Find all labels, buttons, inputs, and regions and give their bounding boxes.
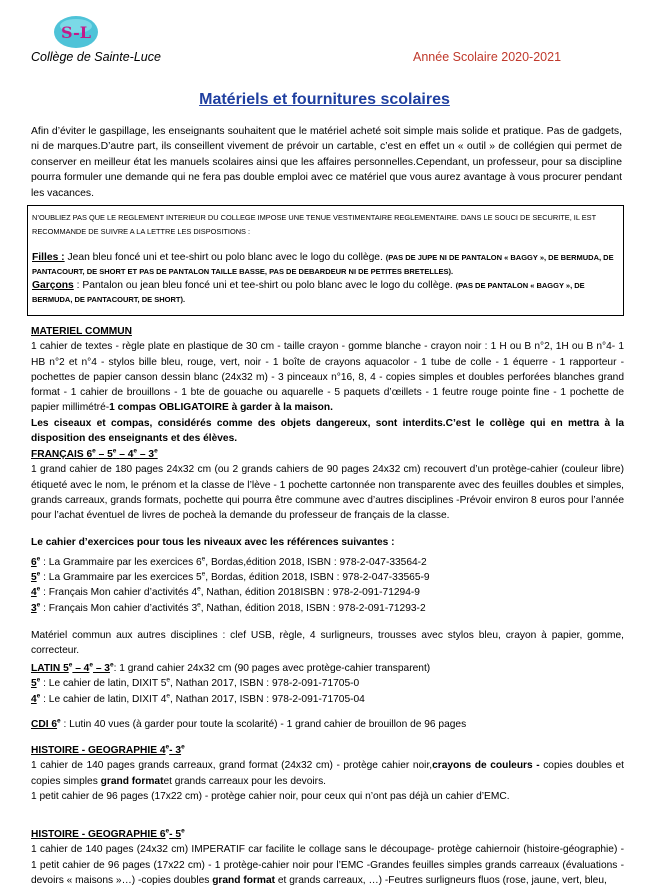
hg43-devoirs: et grands carreaux pour les devoirs.	[163, 775, 327, 787]
boys-note: (PAS DE PANTALON « BAGGY », DE BERMUDA, DE PANTACOURT, DE SHORT).	[32, 281, 585, 304]
ref-rest: , Nathan 2017, ISBN : 978-2-091-71705-0	[170, 678, 360, 690]
ref-rest: , Nathan, édition 2018, ISBN : 978-2-091-71293-2	[200, 602, 426, 614]
latin-heading-3: – 3	[92, 663, 110, 674]
latin-heading-4: – 4	[72, 663, 90, 674]
francais-heading-5: – 5	[98, 449, 113, 460]
hg65-heading-text: HISTOIRE - GEOGRAPHIE 6	[31, 829, 166, 840]
sup: e	[109, 661, 114, 669]
workbook-ref-3	[31, 601, 624, 616]
level: 5	[31, 678, 37, 690]
section-materiel-commun	[31, 324, 624, 446]
sup: e	[68, 661, 73, 669]
francais-heading-text: FRANÇAIS 6	[31, 449, 93, 460]
commun-heading: MATERIEL COMMUN	[31, 326, 132, 337]
hg43-heading-end: - 3	[169, 745, 182, 756]
ref-rest: , Nathan 2017, ISBN : 978-2-091-71705-04	[170, 693, 365, 705]
school-year: Année Scolaire 2020-2021	[413, 50, 562, 64]
section-hg-6-5	[31, 827, 624, 888]
logo-text: S-L	[60, 23, 92, 42]
hg43-heading-text: HISTOIRE - GEOGRAPHIE 4	[31, 745, 166, 756]
ref-text: : La Grammaire par les exercices 6	[40, 556, 202, 568]
commun-compas: 1 compas OBLIGATOIRE à garder à la maison.	[109, 402, 333, 414]
section-hg-4-3	[31, 743, 624, 804]
sup: e	[89, 661, 93, 669]
cdi-line	[31, 717, 624, 732]
school-name: Collège de Sainte-Luce	[31, 50, 161, 64]
dress-code-box	[27, 205, 624, 316]
girls-label: Filles :	[32, 252, 65, 263]
hg65-text	[31, 842, 624, 888]
sup: e	[112, 447, 117, 455]
sup: e	[36, 570, 41, 578]
commun-warning: Les ciseaux et compas, considérés comme des objets dangereux, sont interdits.C’est le collège qui en mettra à la disposition des enseignants et des élèves.	[31, 417, 624, 445]
hg43-crayons: crayons de couleurs -	[432, 760, 540, 772]
school-logo	[53, 13, 99, 51]
ref-text: : La Grammaire par les exercices 5	[40, 572, 202, 584]
workbook-ref-4	[31, 585, 624, 600]
boys-text: : Pantalon ou jean bleu foncé uni et tee-shirt ou polo blanc avec le logo du collège.	[73, 280, 456, 291]
sup: e	[165, 743, 170, 751]
hg43-text	[31, 758, 624, 789]
girls-text: Jean bleu foncé uni et tee-shirt ou polo blanc avec le logo du collège.	[64, 252, 386, 263]
hg43-text1: 1 cahier de 140 pages grands carreaux, grand format (24x32 cm) - protège cahier noir,	[31, 760, 433, 772]
hg65-text-end: et grands carreaux, …) -Feutres surligneurs fluos (rose, jaune, vert, bleu,	[275, 874, 607, 886]
hg43-heading	[31, 743, 624, 758]
sup: e	[165, 827, 170, 835]
sup: e	[36, 601, 41, 609]
page-title: Matériels et fournitures scolaires	[199, 91, 450, 108]
dress-code-girls	[32, 251, 619, 279]
ref-rest: , Bordas,édition 2018, ISBN : 978-2-047-33564-2	[205, 556, 427, 568]
dress-code-notice: N’OUBLIEZ PAS QUE LE REGLEMENT INTERIEUR DU COLLEGE IMPOSE UNE TENUE VESTIMENTAIRE REGLEMENTAIRE. DANS LE SOUCI DE SECURITE, IL EST RECOMMANDE DE SUIVRE A LA LETTRE LES DISPOSITIONS :	[32, 213, 596, 236]
cdi-heading: CDI 6	[31, 719, 58, 730]
workbook-heading: Le cahier d’exercices pour tous les niveaux avec les références suivantes :	[31, 537, 395, 549]
francais-heading-4: – 4	[119, 449, 134, 460]
dress-code-boys	[32, 279, 619, 307]
ref-text: : Le cahier de latin, DIXIT 4	[40, 693, 167, 705]
sup: e	[36, 692, 41, 700]
ref-text: : Le cahier de latin, DIXIT 5	[40, 678, 167, 690]
level: 4	[31, 693, 37, 705]
francais-heading-3: – 3	[139, 449, 155, 460]
francais-text: 1 grand cahier de 180 pages 24x32 cm (ou 2 grands cahiers de 90 pages 24x32 cm) recouvert d’un protège-cahier (couleur libre) étiqueté avec le nom, le prénom et la classe de l’lève - 1 pochette cartonnée non transparente avec des feuilles doubles et simples, grands carreaux, grands formats, pochette qui pourra être commune avec d’autres disciplines -Prévoir environ 8 euros pour l’année pour l’achat éventuel de livres de pocheà la demande du professeur de français de la classe.	[31, 464, 624, 522]
latin-heading	[31, 661, 624, 676]
hg65-heading	[31, 827, 624, 842]
level: 5	[31, 572, 37, 584]
level: 6	[31, 556, 37, 568]
latin-ref-4	[31, 692, 624, 707]
ref-rest: , Nathan, édition 2018ISBN : 978-2-091-71294-9	[200, 587, 420, 599]
sup: e	[201, 555, 206, 563]
ref-rest: , Bordas, édition 2018, ISBN : 978-2-047-33565-9	[205, 572, 430, 584]
sup: e	[197, 585, 201, 593]
latin-text: : 1 grand cahier 24x32 cm (90 pages avec protège-cahier transparent)	[113, 663, 431, 674]
girls-note: (PAS DE JUPE NI DE PANTALON « BAGGY », DE BERMUDA, DE PANTACOURT, DE SHORT ET PAS DE PANTALON TAILLE BASSE, PAS DE DEBARDEUR NI DE PETITES BRETELLES).	[32, 253, 614, 276]
level: 4	[31, 587, 37, 599]
sup: e	[181, 743, 185, 751]
workbook-list	[31, 555, 624, 616]
sup: e	[36, 555, 41, 563]
commun-list: 1 cahier de textes - règle plate en plastique de 30 cm - taille crayon - gomme blanche - crayon noir : 1 H ou B n°2, 1H ou B n°4- 1 HB n°2 et n°4 - stylos bille bleu, rouge, vert, noir - 1 boîte de crayons aquacolor - 1 tube de colle - 1 équerre - 1 rapporteur - pochettes de papier canson dessin blanc (24x32 m) - 3 pinceaux n°16, 8, 4 - copies simples et doubles perforées blanches grand format - 1 cahier de brouillons - 1 bte de gouache ou aquarelle - 5 paquets d’œillets - 1 feutre rouge pointe fine - 1 pochette de papier millimétré-	[31, 341, 624, 414]
hg65-heading-end: - 5	[169, 829, 182, 840]
sup: e	[36, 585, 41, 593]
sup: e	[166, 692, 171, 700]
ref-text: : Français Mon cahier d’activités 4	[40, 587, 198, 599]
sup: e	[181, 827, 185, 835]
workbook-ref-6	[31, 555, 624, 570]
boys-label: Garçons	[32, 280, 74, 291]
section-cdi	[31, 717, 624, 732]
latin-heading-text: LATIN 5	[31, 663, 69, 674]
sup: e	[197, 601, 201, 609]
latin-ref-5	[31, 676, 624, 691]
sup: e	[133, 447, 138, 455]
ref-text: : Français Mon cahier d’activités 3	[40, 602, 198, 614]
section-latin	[31, 661, 624, 707]
hg65-grand-format: grand format	[212, 874, 276, 886]
sup: e	[154, 447, 158, 455]
commun-text	[31, 339, 624, 415]
hg65-text-main: 1 cahier de 140 pages (24x32 cm) IMPERATIF car facilite le collage sans le découpage- protège cahiernoir (histoire-géographie) - 1 petit cahier de 96 pages (17x22 cm) - 1 protège-cahier noir pour l’EMC -Grandes feuilles simples grands carreaux (évaluations - devoirs « maisons »…) -copies doubles	[31, 844, 624, 886]
hg43-copies: copies doubles et copies simples	[31, 760, 624, 787]
cdi-text: : Lutin 40 vues (à garder pour toute la scolarité) - 1 grand cahier de brouillon de 96 pages	[60, 719, 467, 730]
hg43-emc: 1 petit cahier de 96 pages (17x22 cm) - protège cahier noir, pour ceux qui n’ont pas déjà un cahier d’EMC.	[31, 790, 510, 802]
sup: e	[92, 447, 96, 455]
hg43-grand-format: grand format	[100, 775, 164, 787]
intro-paragraph: Afin d’éviter le gaspillage, les enseignants souhaitent que le matériel acheté soit simple mais solide et pratique. Pas de gadgets, ni de marques.D’autre part, ils conseillent vivement de prévoir un cartable, c’est en effet un « outil » de collégien qui permet de conserver en meilleur état les manuels scolaires ainsi que les affaires personnelles.Cependant, un professeur, pour sa discipline pourra formuler une demande qui ne fera pas double emploi avec ce matériel que vous aurez avantage à vous procurer pendant les vacances.	[31, 126, 622, 199]
sup: e	[166, 676, 171, 684]
sup: e	[36, 676, 41, 684]
level: 3	[31, 602, 37, 614]
francais-heading	[31, 447, 624, 462]
sup: e	[57, 717, 61, 725]
workbook-ref-5	[31, 570, 624, 585]
common-other-disciplines: Matériel commun aux autres disciplines : clef USB, règle, 4 surligneurs, trousses avec stylos bleu, crayon à papier, gomme, correcteur.	[31, 629, 624, 657]
sup: e	[201, 570, 206, 578]
section-francais	[31, 447, 624, 659]
